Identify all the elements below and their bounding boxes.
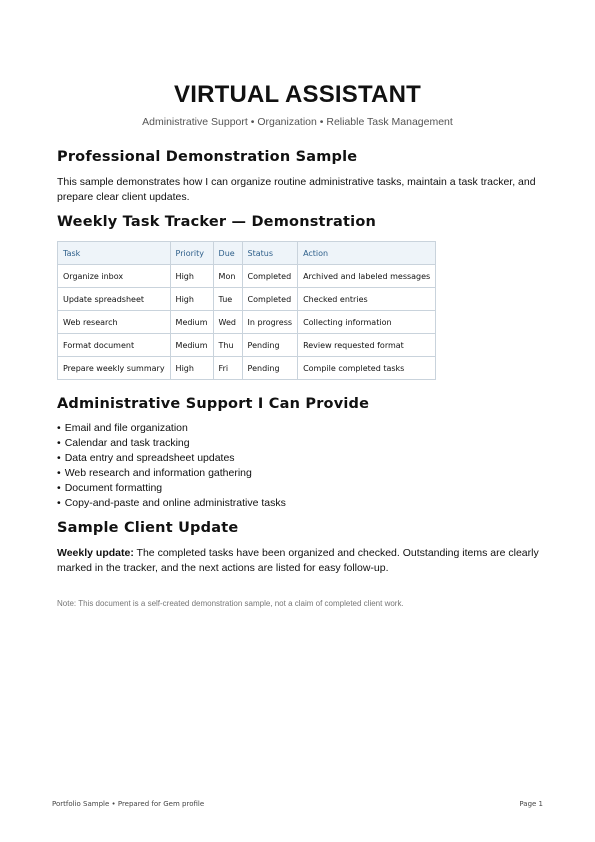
demo-paragraph: This sample demonstrates how I can organize routine administrative tasks, maintain a task tracker, and prepare clear client updates. (57, 176, 536, 203)
cell-action: Compile completed tasks (298, 357, 436, 380)
cell-action: Collecting information (298, 311, 436, 334)
cell-priority: Medium (170, 311, 213, 334)
disclaimer-note: Note: This document is a self-created demonstration sample, not a claim of completed client work. (57, 599, 404, 608)
cell-status: In progress (242, 311, 298, 334)
client-update-lead: Weekly update: (57, 547, 134, 559)
tracker-heading: Weekly Task Tracker — Demonstration (57, 214, 376, 230)
cell-task: Web research (58, 311, 171, 334)
cell-due: Fri (213, 357, 242, 380)
cell-task: Prepare weekly summary (58, 357, 171, 380)
client-update-text: The completed tasks have been organized and checked. Outstanding items are clearly marked in the tracker, and the next actions are listed for easy follow-up. (57, 547, 539, 574)
cell-task: Format document (58, 334, 171, 357)
cell-priority: Medium (170, 334, 213, 357)
cell-action: Archived and labeled messages (298, 265, 436, 288)
page-number: Page 1 (519, 800, 543, 808)
list-item: • Email and file organization (57, 421, 286, 436)
page-subtitle: Administrative Support • Organization • Reliable Task Management (142, 116, 453, 128)
column-header-task: Task (58, 242, 171, 265)
list-item: • Web research and information gathering (57, 466, 286, 481)
table-row (58, 334, 436, 357)
cell-status: Pending (242, 357, 298, 380)
cell-status: Completed (242, 288, 298, 311)
list-item: • Document formatting (57, 481, 286, 496)
column-header-status: Status (242, 242, 298, 265)
demo-heading: Professional Demonstration Sample (57, 149, 358, 165)
cell-due: Tue (213, 288, 242, 311)
services-list (57, 421, 286, 511)
services-heading: Administrative Support I Can Provide (57, 396, 370, 412)
cell-priority: High (170, 288, 213, 311)
cell-task: Update spreadsheet (58, 288, 171, 311)
table-row (58, 265, 436, 288)
cell-priority: High (170, 265, 213, 288)
client-update-paragraph (57, 546, 539, 576)
table-row (58, 288, 436, 311)
cell-due: Wed (213, 311, 242, 334)
cell-action: Checked entries (298, 288, 436, 311)
client-update-heading: Sample Client Update (57, 520, 239, 536)
cell-status: Pending (242, 334, 298, 357)
cell-due: Mon (213, 265, 242, 288)
cell-status: Completed (242, 265, 298, 288)
cell-priority: High (170, 357, 213, 380)
list-item: • Copy-and-paste and online administrative tasks (57, 496, 286, 511)
cell-due: Thu (213, 334, 242, 357)
cell-task: Organize inbox (58, 265, 171, 288)
column-header-due: Due (213, 242, 242, 265)
table-row (58, 357, 436, 380)
column-header-action: Action (298, 242, 436, 265)
footer-left: Portfolio Sample • Prepared for Gem profile (52, 800, 205, 808)
task-tracker-table (57, 241, 436, 380)
page-title: VIRTUAL ASSISTANT (174, 81, 421, 108)
cell-action: Review requested format (298, 334, 436, 357)
list-item: • Calendar and task tracking (57, 436, 286, 451)
table-row (58, 311, 436, 334)
column-header-priority: Priority (170, 242, 213, 265)
table-header-row (58, 242, 436, 265)
list-item: • Data entry and spreadsheet updates (57, 451, 286, 466)
